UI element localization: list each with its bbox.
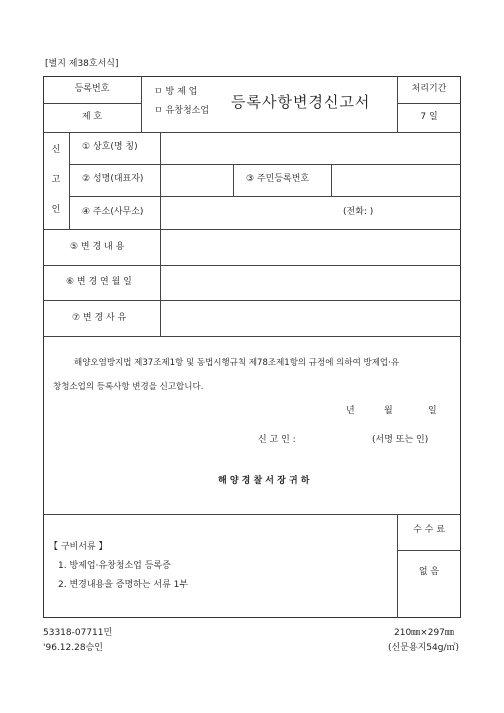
address-label: ④ 주소(사무소) [82,207,144,217]
phone-field[interactable]: (전화: ) [343,207,374,217]
date-month: 월 [384,406,393,416]
form-code: 53318-07711민 [43,628,113,638]
required-docs-heading: 【 구비서류 】 [49,542,108,552]
resident-left-vline [233,164,234,196]
change-date-label: ⑥ 변 경 연 월 일 [66,277,132,287]
representative-label: ② 성명(대표자) [82,174,144,184]
processing-period-label: 처리기간 [411,84,447,94]
reporter-signature-label: 신 고 인 : [258,435,296,445]
fee-label: 수 수 료 [413,525,445,535]
reporter-bottom-line [43,229,461,230]
paper-type: (신문용지54g/㎡) [388,643,459,653]
paper-size: 210㎜×297㎜ [394,628,454,638]
business-name-label: ① 상호(명 칭) [82,142,138,152]
required-doc-item-1: 1. 방제업·유창청소업 등록증 [58,561,171,571]
form-title: 등록사항변경신고서 [231,93,371,111]
changes-line-1 [43,265,461,266]
option-prevention-business[interactable]: ㅁ 방 제 업 [154,87,198,97]
required-doc-item-2: 2. 변경내용을 증명하는 서류 1부 [58,580,189,590]
fee-vline [397,514,398,618]
resident-right-vline [331,164,332,196]
header-right-divider [397,103,461,104]
reporter-side-char-1: 신 [51,145,61,155]
statement-line-2: 창청소업의 등록사항 변경을 신고합니다. [53,382,204,392]
processing-period-value: 7 일 [420,112,438,122]
reporter-side-char-3: 인 [51,205,61,215]
reporter-line-2 [69,196,461,197]
form-frame [43,76,461,618]
option-oil-cleaning-business[interactable]: ㅁ 유창청소업 [154,106,210,116]
signature-or-seal: (서명 또는 인) [372,435,429,445]
changes-line-2 [43,300,461,301]
changes-label-vline [160,229,161,336]
change-content-label: ⑤ 변 경 내 용 [70,242,125,252]
changes-bottom-line [43,336,461,337]
reporter-label-vline [160,132,161,229]
header-left-vline [141,76,142,132]
header-bottom-line [43,132,461,133]
addressee: 해 양 경 찰 서 장 귀 하 [218,476,310,486]
je-ho-label: 제 호 [81,112,103,122]
reporter-side-char-2: 고 [51,175,61,185]
reporter-line-1 [69,164,461,165]
reg-no-label: 등록번호 [74,84,110,94]
header-left-divider [43,103,141,104]
fee-divider [397,550,461,551]
fee-value: 없 음 [418,567,440,577]
date-day: 일 [428,406,437,416]
form-id: [별지 제38호서식] [45,59,119,69]
resident-no-label: ③ 주민등록번호 [246,174,310,184]
statement-line-1: 해양오염방지법 제37조제1항 및 동법시행규칙 제78조제1항의 규정에 의하여 방제업·유 [74,358,400,368]
change-reason-label: ⑦ 변 경 사 유 [72,313,127,323]
header-right-vline [397,76,398,132]
date-year: 년 [346,406,355,416]
approval-date: '96.12.28승인 [43,643,103,653]
documents-top-line [43,514,461,515]
reporter-side-vline [69,132,70,229]
